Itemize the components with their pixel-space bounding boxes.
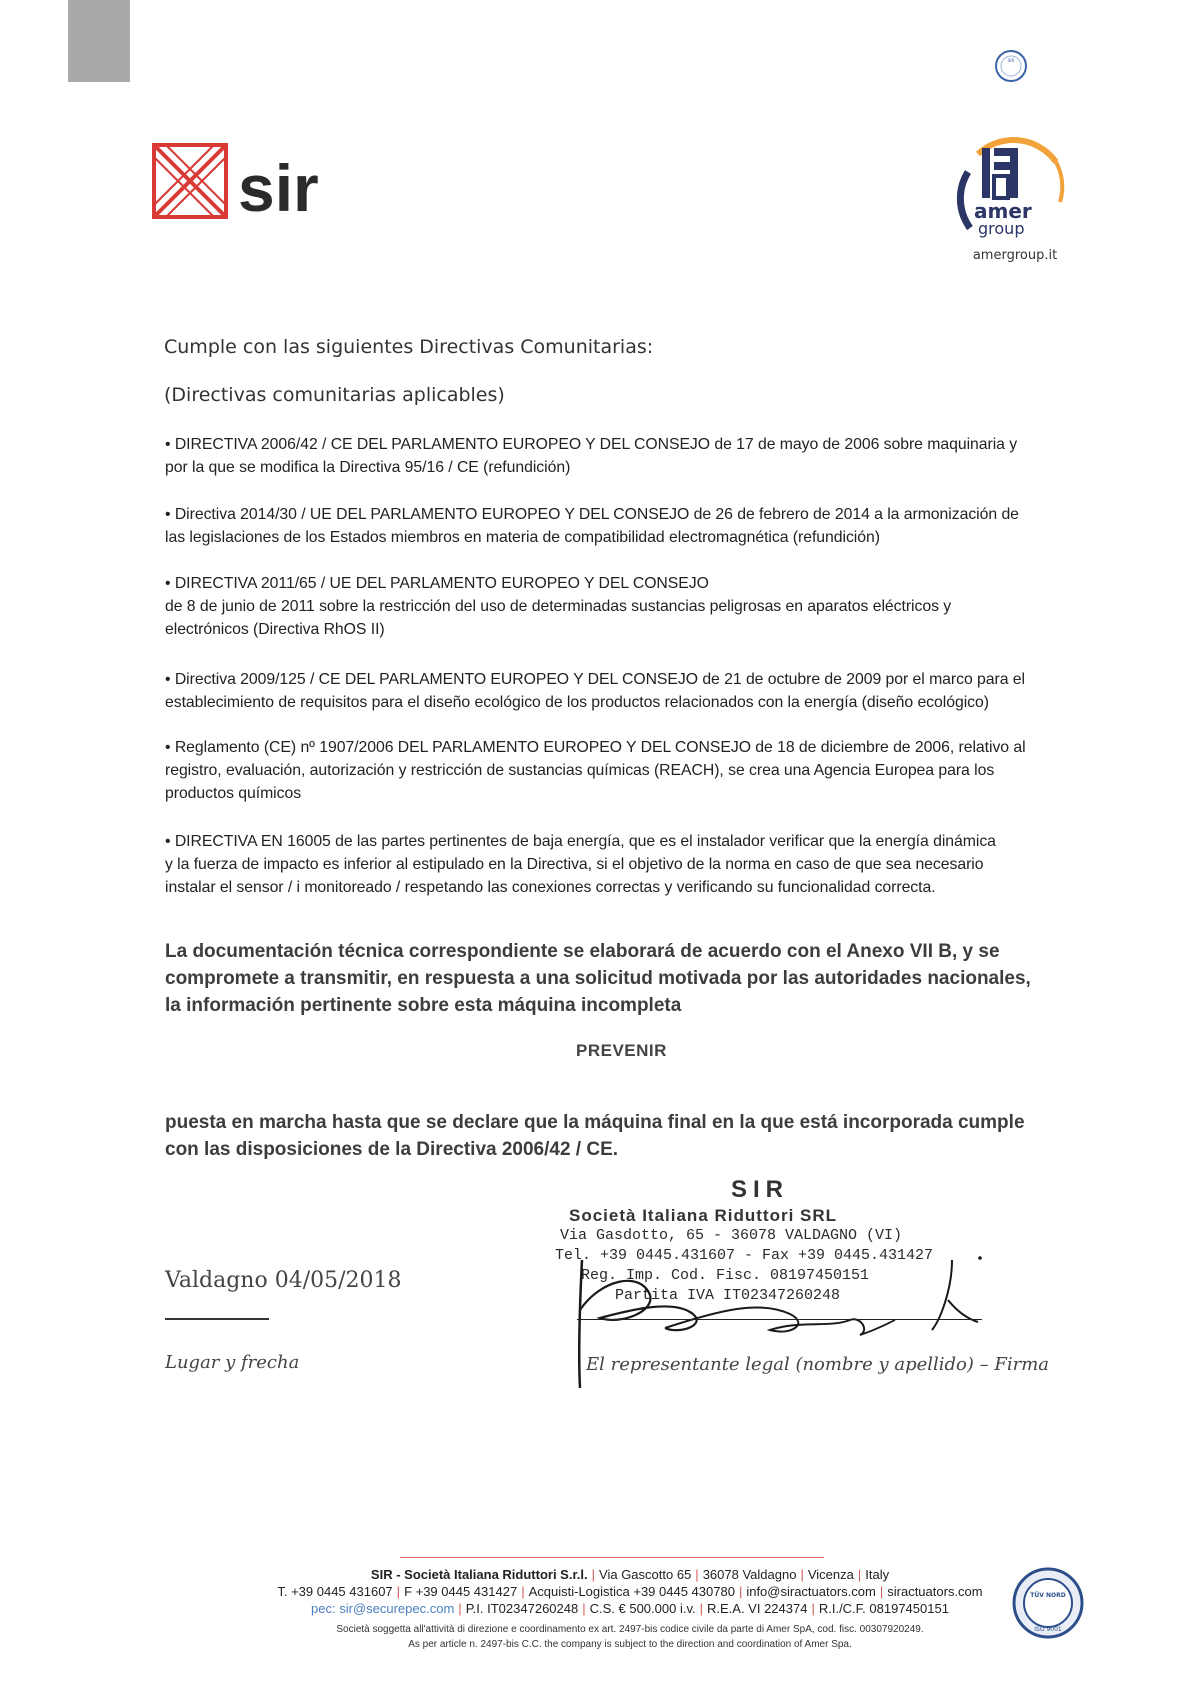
directive-line: y la fuerza de impacto es inferior al estipulado en la Directiva, si el objetivo de la norma en caso de que sea necesario (165, 856, 984, 873)
footer-legal-note-en: As per article n. 2497-bis C.C. the company is subject to the direction and coordination of Amer Spa. (408, 1639, 852, 1650)
directive-line: electrónicos (Directiva RhOS II) (165, 621, 385, 638)
directive-item (165, 830, 1080, 899)
stamp-title: SIR (730, 1176, 789, 1203)
amer-group-mark-icon (982, 148, 1018, 198)
small-seal-text: SIR (1007, 58, 1015, 63)
footer-contact-line: T. +39 0445 431607 | F +39 0445 431427 | Acquisti-Logistica +39 0445 430780 | info@siractuators.com | siractuators.com (277, 1584, 983, 1599)
directive-line: • DIRECTIVA 2006/42 / CE DEL PARLAMENTO EUROPEO Y DEL CONSEJO de 17 de mayo de 2006 sobre maquinaria y (165, 436, 1018, 453)
footer-phone: T. +39 0445 431607 (277, 1584, 393, 1599)
paragraph-line: puesta en marcha hasta que se declare que la máquina final en la que está incorporada cumple (165, 1112, 1025, 1133)
small-seal-icon (993, 48, 1029, 84)
footer-vat: P.I. IT02347260248 (465, 1601, 579, 1616)
footer-rule (400, 1557, 824, 1558)
sir-logo (152, 143, 348, 225)
amer-url: amergroup.it (972, 248, 1058, 263)
paragraph-line: compromete a transmitir, en respuesta a una solicitud motivada por las autoridades nacionales, (165, 968, 1031, 989)
footer-website-link[interactable]: siractuators.com (887, 1584, 983, 1599)
footer-pec-link[interactable]: pec: sir@securepec.com (311, 1601, 455, 1616)
puesta-paragraph (165, 1109, 1095, 1163)
directive-line: registro, evaluación, autorización y restricción de sustancias químicas (REACH), se crea una Agencia Europea para los (165, 762, 995, 779)
footer-capital: C.S. € 500.000 i.v. (589, 1601, 696, 1616)
directive-line: • Reglamento (CE) nº 1907/2006 DEL PARLAMENTO EUROPEO Y DEL CONSEJO de 18 de diciembre de 2006, relativo al (165, 739, 1026, 756)
footer-company-line: SIR - Società Italiana Riduttori S.r.l. | Via Gascotto 65 | 36078 Valdagno | Vicenza | Italy (370, 1567, 890, 1582)
directive-line: • Directiva 2009/125 / CE DEL PARLAMENTO EUROPEO Y DEL CONSEJO de 21 de octubre de 2009 por el marco para el (165, 671, 1026, 688)
group-logo-word: group (978, 219, 1025, 238)
iso-badge-top-text: TÜV NORD (1030, 1592, 1066, 1599)
footer-zip-city: 36078 Valdagno (702, 1567, 797, 1582)
directive-item (165, 503, 1080, 549)
directive-line: establecimiento de requisitos para el diseño ecológico de los productos relacionados con la energía (diseño ecológico) (165, 694, 989, 711)
date-underline (165, 1318, 269, 1320)
stamp-tel: Tel. +39 0445.431607 - Fax +39 0445.431427 (555, 1247, 934, 1264)
stamp-reg: Reg. Imp. Cod. Fisc. 08197450151 (581, 1267, 870, 1284)
directive-line: productos químicos (165, 785, 302, 802)
stamp-company: Società Italiana Riduttori SRL (569, 1206, 838, 1225)
iso-9001-badge-icon (1012, 1567, 1084, 1639)
directive-line: • DIRECTIVA 2011/65 / UE DEL PARLAMENTO EUROPEO Y DEL CONSEJO (165, 575, 709, 592)
footer-fax: F +39 0445 431427 (404, 1584, 518, 1599)
footer-email-link[interactable]: info@siractuators.com (746, 1584, 876, 1599)
directive-item (165, 668, 1080, 714)
sir-logo-text: sir (238, 151, 319, 225)
paragraph-line: con las disposiciones de la Directiva 2006/42 / CE. (165, 1139, 619, 1160)
directive-item (165, 433, 1080, 479)
place-date: Valdagno 04/05/2018 (165, 1268, 402, 1293)
footer-country: Italy (865, 1567, 890, 1582)
stamp-iva: Partita IVA IT02347260248 (615, 1287, 841, 1304)
stamp-address: Via Gasdotto, 65 - 36078 VALDAGNO (VI) (560, 1227, 903, 1244)
iso-badge-bottom-text: ISO 9001 (1034, 1626, 1062, 1633)
directive-line: de 8 de junio de 2011 sobre la restricción del uso de determinadas sustancias peligrosas en aparatos eléctricos y (165, 598, 952, 615)
footer-province: Vicenza (807, 1567, 854, 1582)
footer-company-name: SIR - Società Italiana Riduttori S.r.l. (370, 1567, 588, 1582)
main-heading: Cumple con las siguientes Directivas Comunitarias: (164, 336, 654, 358)
footer-registry-line: pec: sir@securepec.com | P.I. IT02347260248 | C.S. € 500.000 i.v. | R.E.A. VI 224374 | R.I./C.F. 08197450151 (311, 1601, 949, 1616)
footer-tax-code: R.I./C.F. 08197450151 (818, 1601, 949, 1616)
paragraph-line: la información pertinente sobre esta máquina incompleta (165, 995, 682, 1016)
prevenir-heading: PREVENIR (576, 1041, 667, 1060)
directive-item (165, 572, 1080, 641)
sir-logo-mark-icon (154, 145, 226, 217)
directive-line: instalar el sensor / i monitoreado / respetando las conexiones correctas y verificando su funcionalidad correcta. (165, 879, 936, 896)
footer-rea: R.E.A. VI 224374 (707, 1601, 808, 1616)
amer-logo-word: amer (974, 199, 1032, 223)
footer-legal-note-it: Società soggetta all'attività di direzione e coordinamento ex art. 2497-bis codice civile da parte di Amer SpA, cod. fisc. 00307920249. (336, 1624, 924, 1635)
footer-purchasing: Acquisti-Logistica +39 0445 430780 (528, 1584, 735, 1599)
tech-doc-paragraph (165, 938, 1095, 1019)
directive-line: • Directiva 2014/30 / UE DEL PARLAMENTO EUROPEO Y DEL CONSEJO de 26 de febrero de 2014 a la armonización de (165, 506, 1019, 523)
directive-line: las legislaciones de los Estados miembros en materia de compatibilidad electromagnética (refundición) (165, 529, 880, 546)
corner-tab (68, 0, 130, 82)
directive-line: por la que se modifica la Directiva 95/16 / CE (refundición) (165, 459, 571, 476)
directive-item (165, 736, 1080, 805)
footer-address: Via Gascotto 65 (599, 1567, 692, 1582)
legal-representative-caption: El representante legal (nombre y apellido) – Firma (586, 1354, 1050, 1375)
place-caption: Lugar y frecha (165, 1352, 300, 1373)
directive-line: • DIRECTIVA EN 16005 de las partes pertinentes de baja energía, que es el instalador verificar que la energía dinámica (165, 833, 996, 850)
sub-heading: (Directivas comunitarias aplicables) (164, 384, 505, 406)
signature-line (577, 1319, 982, 1320)
paragraph-line: La documentación técnica correspondiente se elaborará de acuerdo con el Anexo VII B, y se (165, 941, 1000, 962)
amer-group-logo (948, 132, 1074, 244)
